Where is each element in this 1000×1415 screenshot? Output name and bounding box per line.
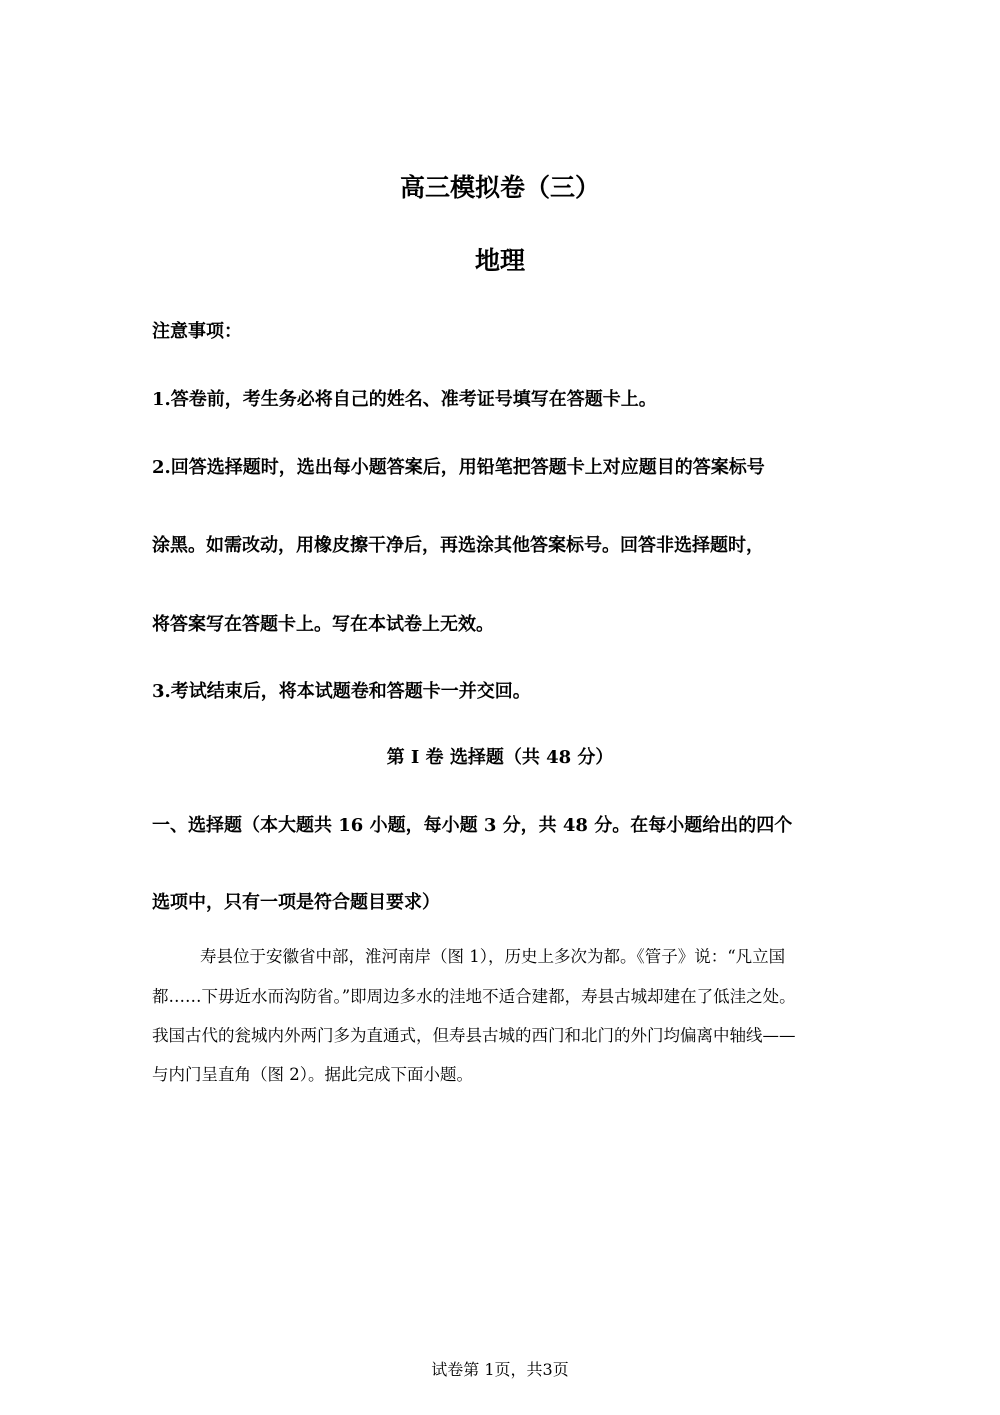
notice-heading: 注意事项：	[152, 321, 242, 342]
notice-line-5: 3.考试结束后，将本试题卷和答题卡一并交回。	[152, 681, 531, 702]
notice-line-3: 涂黑。如需改动，用橡皮擦干净后，再选涂其他答案标号。回答非选择题时，	[152, 535, 764, 556]
subject-title: 地理	[474, 246, 525, 275]
page-footer: 试卷第 1页，共3页	[431, 1360, 569, 1379]
notice-line-2: 2.回答选择题时，选出每小题答案后，用铅笔把答题卡上对应题目的答案标号	[152, 457, 765, 478]
passage-line-2: 都……下毋近水而沟防省。”即周边多水的洼地不适合建都，寿县古城却建在了低洼之处。	[152, 987, 796, 1006]
exam-title: 高三模拟卷（三）	[399, 173, 600, 202]
part-title: 第 I 卷 选择题（共 48 分）	[386, 747, 614, 768]
passage-line-1: 寿县位于安徽省中部，淮河南岸（图 1），历史上多次为都。《管子》说：“凡立国	[200, 947, 786, 966]
section-heading-line-2: 选项中，只有一项是符合题目要求）	[152, 892, 440, 913]
notice-line-1: 1.答卷前，考生务必将自己的姓名、准考证号填写在答题卡上。	[152, 389, 657, 410]
notice-line-4: 将答案写在答题卡上。写在本试卷上无效。	[152, 614, 494, 635]
passage-line-3: 我国古代的瓮城内外两门多为直通式，但寿县古城的西门和北门的外门均偏离中轴线——	[152, 1026, 796, 1045]
section-heading-line-1: 一、选择题（本大题共 16 小题，每小题 3 分，共 48 分。在每小题给出的四个	[152, 815, 793, 836]
passage-line-4: 与内门呈直角（图 2）。据此完成下面小题。	[152, 1065, 473, 1084]
